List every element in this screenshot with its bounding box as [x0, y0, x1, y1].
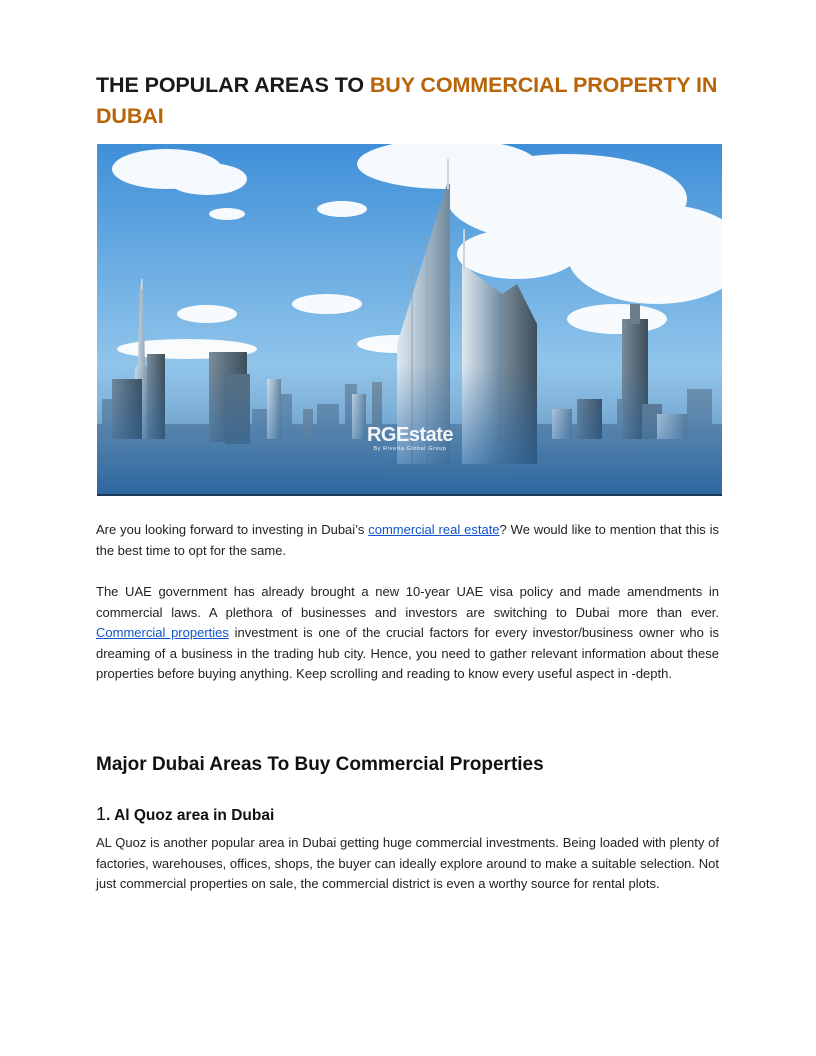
watermark-brand: RGEstate [366, 424, 454, 446]
commercial-real-estate-link[interactable]: commercial real estate [368, 522, 500, 537]
al-quoz-paragraph: AL Quoz is another popular area in Dubai getting huge commercial investments. Being loaded with plenty of factories, warehouses, offices, shops, the buyer can ideally explore around to make a suitable selection. Not just commercial properties on sale, the commercial district is even a worthy source for rental plots. [96, 835, 719, 892]
title-part-accent: BUY COMMERCIAL PROPERTY IN DUBAI [96, 73, 718, 128]
page-title [96, 70, 736, 132]
intro-text-before: Are you looking forward to investing in Dubai’s [96, 522, 369, 537]
body-text-after: investment is one of the crucial factors for every investor/business owner who is dreaming of a business in the trading hub city. Hence, you need to gather relevant information about these properties before buying anything. Keep scrolling and reading to know every useful aspect in -depth. [96, 625, 719, 682]
title-part-plain: THE POPULAR AREAS TO [96, 73, 370, 97]
section-heading: Major Dubai Areas To Buy Commercial Properties [96, 754, 544, 775]
intro-text-after: ? We would like to mention that this is the best time to opt for the same. [96, 522, 719, 558]
intro-paragraph [96, 520, 719, 561]
subsection-separator: . [106, 807, 115, 824]
commercial-properties-link[interactable]: Commercial properties [96, 625, 229, 641]
subsection-heading [96, 802, 274, 828]
body-text-before: The UAE government has already brought a new 10-year UAE visa policy and made amendments in commercial laws. A plethora of businesses and investors are switching to Dubai more than ever. [96, 584, 719, 620]
subsection-number: 1 [96, 804, 107, 824]
body-paragraph [96, 582, 719, 685]
subsection-title: Al Quoz area in Dubai [114, 807, 275, 824]
brand-watermark [355, 424, 465, 453]
hero-image [97, 144, 722, 496]
watermark-subtitle: By Riveria Global Group [373, 446, 447, 452]
